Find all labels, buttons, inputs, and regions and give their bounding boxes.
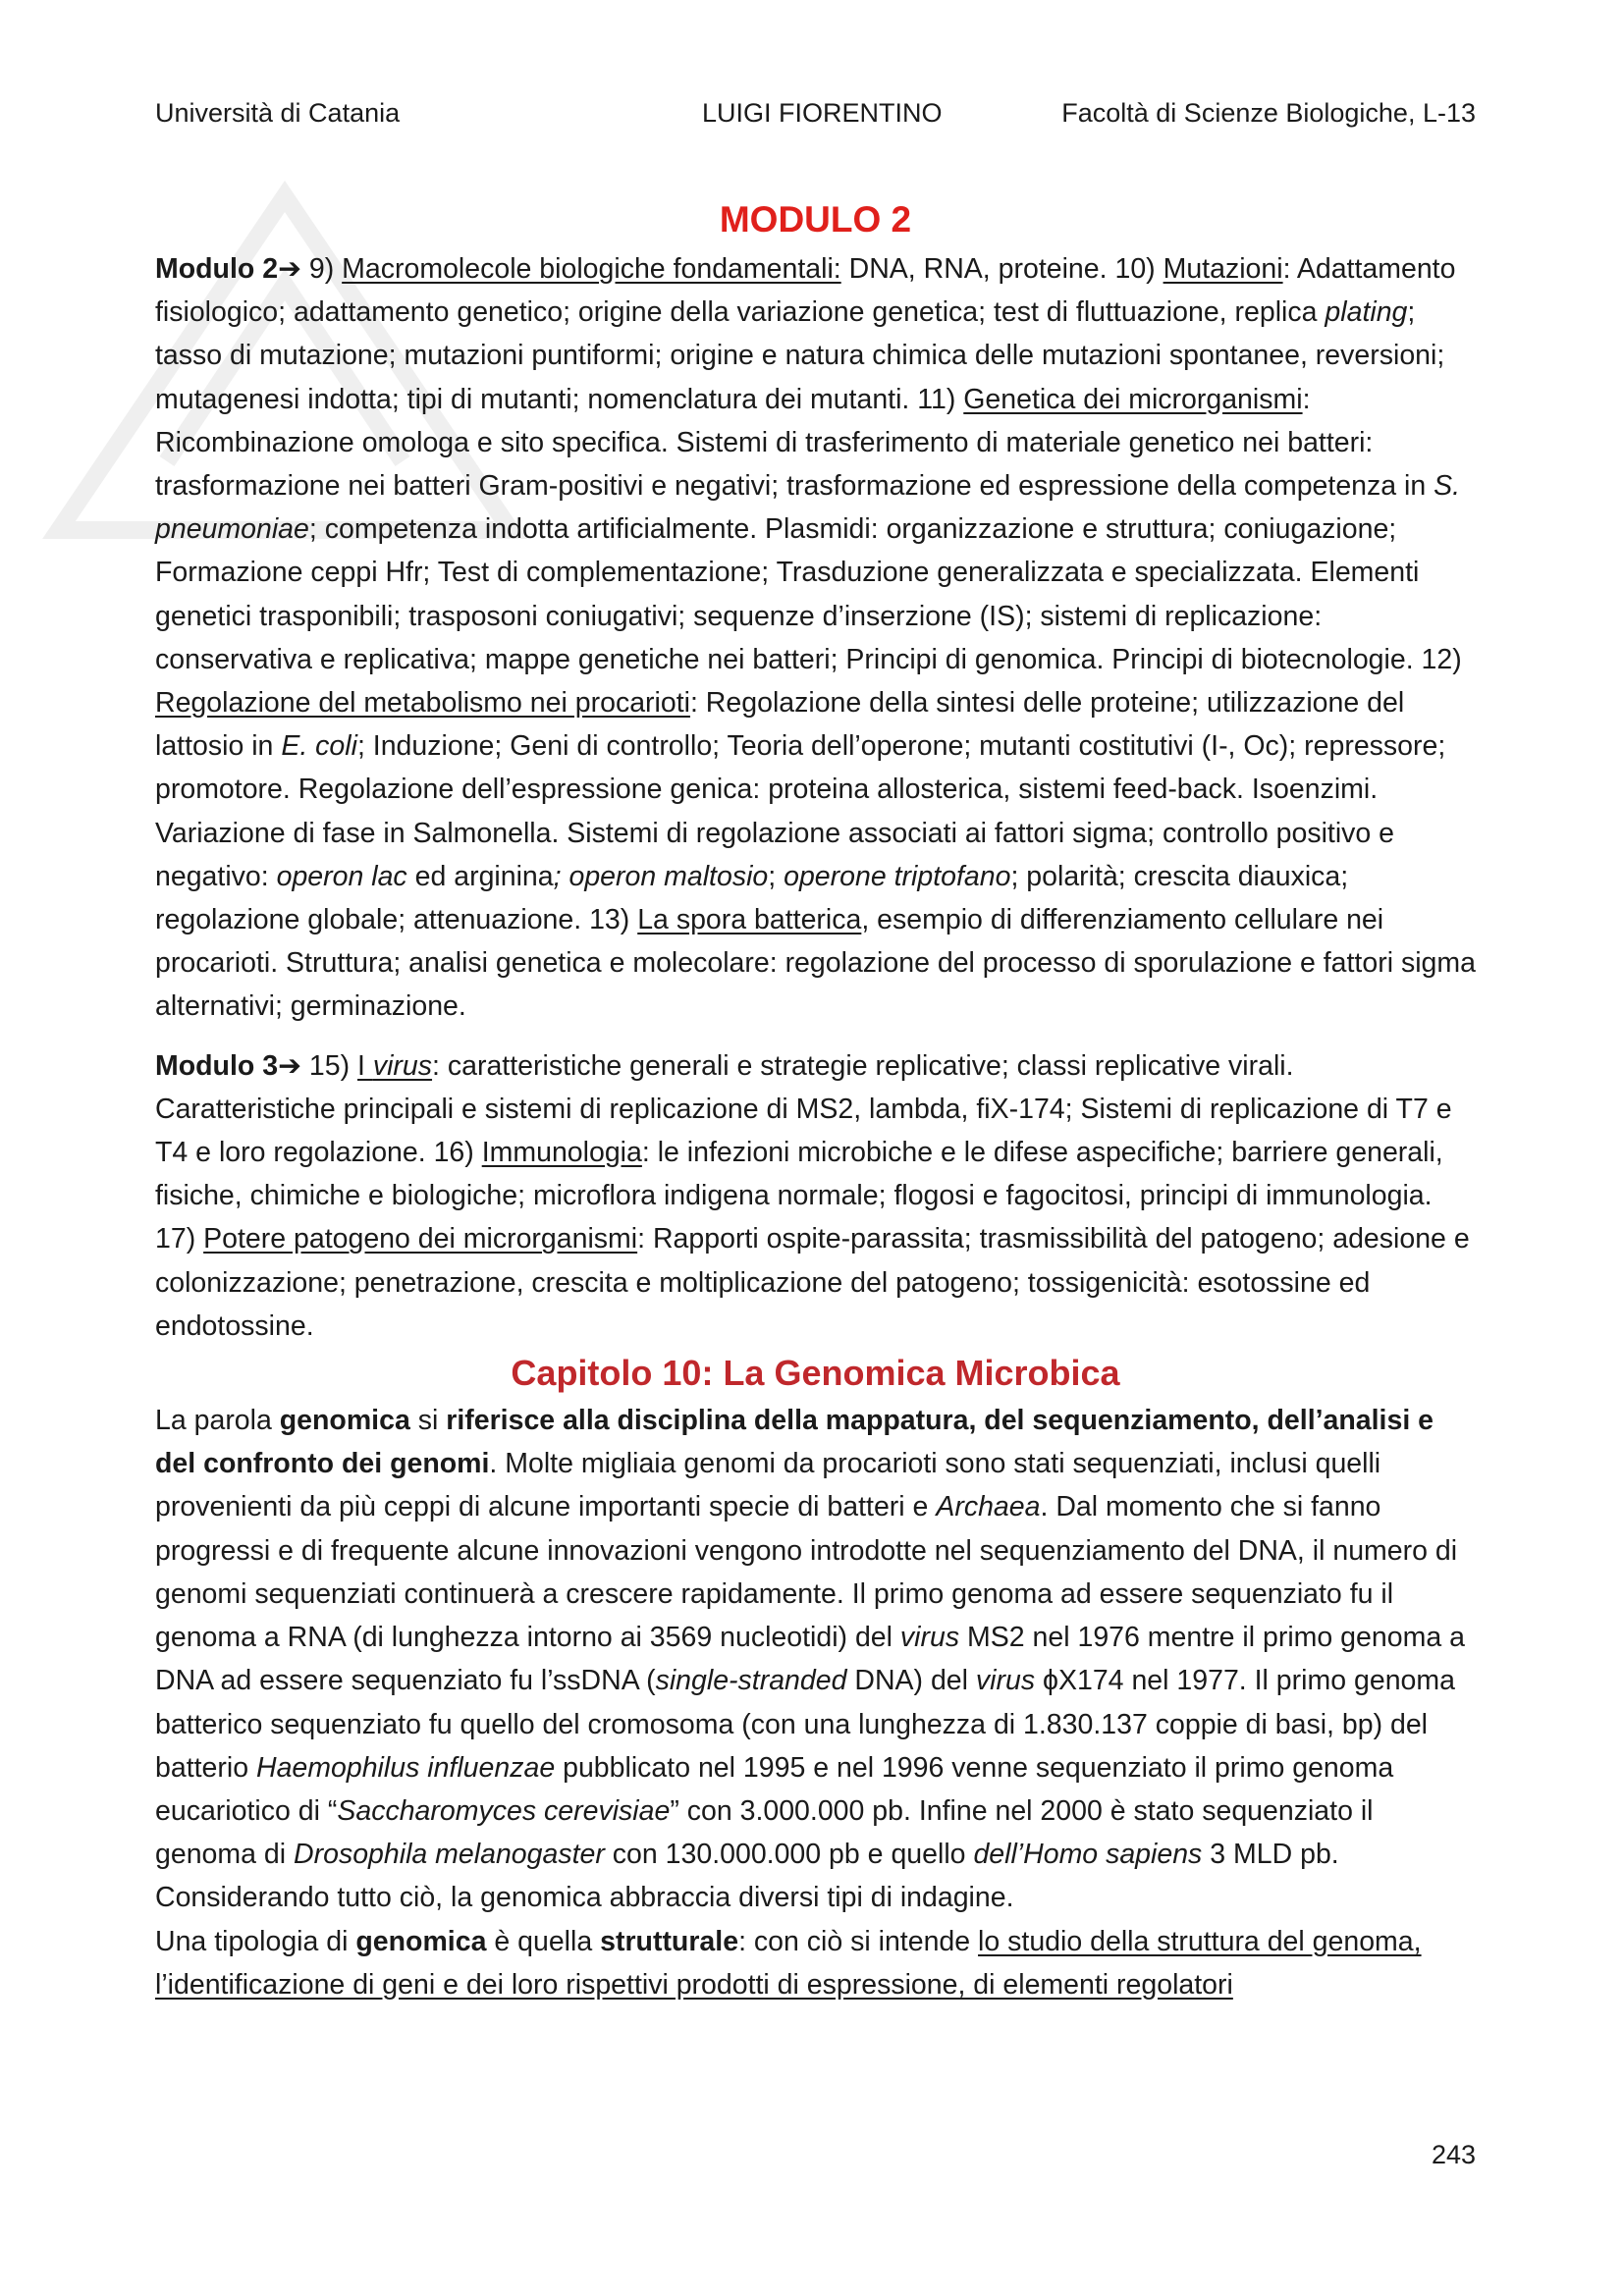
arrow-icon: ➔ bbox=[278, 1049, 301, 1082]
module2-paragraph: Modulo 2➔ 9) Macromolecole biologiche fondamentali: DNA, RNA, proteine. 10) Mutazioni: Adattamento fisiologico; adattamento genetico; origine della variazione genetica; test di fluttuazione, replica plating; tasso di mutazione; mutazioni puntiformi; origine e natura chimica delle mutazioni spontanee, reversioni; mutagenesi indotta; tipi di mutanti; nomenclatura dei mutanti. 11) Genetica dei microrganismi: Ricombinazione omologa e sito specifica. Sistemi di trasferimento di materiale genetico nei batteri: trasformazione nei batteri Gram-positivi e negativi; trasformazione ed espressione della competenza in S. pneumoniae; competenza indotta artificialmente. Plasmidi: organizzazione e struttura; coniugazione; Formazione ceppi Hfr; Test di complementazione; Trasduzione generalizzata e specializzata. Elementi genetici trasponibili; trasposoni coniugativi; sequenze d’inserzione (IS); sistemi di replicazione: conservativa e replicativa; mappe genetiche nei batteri; Principi di genomica. Principi di biotecnologie. 12) Regolazione del metabolismo nei procarioti: Regolazione della sintesi delle proteine; utilizzazione del lattosio in E. coli; Induzione; Geni di controllo; Teoria dell’operone; mutanti costitutivi (I-, Oc); repressore; promotore. Regolazione dell’espressione genica: proteina allosterica, sistemi feed-back. Isoenzimi. Variazione di fase in Salmonella. Sistemi di regolazione associati ai fattori sigma; controllo positivo e negativo: operon lac ed arginina; operon maltosio; operone triptofano; polarità; crescita diauxica; regolazione globale; attenuazione. 13) La spora batterica, esempio di differenziamento cellulare nei procarioti. Struttura; analisi genetica e molecolare: regolazione del processo di sporulazione e fattori sigma alternativi; germinazione. bbox=[155, 253, 1476, 1023]
topic-genetica: Genetica dei microrganismi bbox=[963, 383, 1303, 415]
topic-virus: I virus bbox=[357, 1049, 433, 1082]
topic-immunologia: Immunologia bbox=[481, 1137, 642, 1169]
module-title: MODULO 2 bbox=[719, 199, 912, 240]
chapter-title: Capitolo 10: La Genomica Microbica bbox=[511, 1353, 1120, 1394]
strutturale-paragraph: Una tipologia di genomica è quella strutturale: con ciò si intende lo studio della struttura del genoma, l’identificazione di geni e dei loro rispettivi prodotti di espressione, di elementi regolatori bbox=[155, 1925, 1422, 2001]
topic-mutazioni: Mutazioni bbox=[1163, 253, 1283, 285]
arrow-icon: ➔ bbox=[278, 253, 301, 285]
document-body bbox=[155, 192, 1476, 2006]
page-number: 243 bbox=[1431, 2140, 1476, 2169]
module2-label: Modulo 2 bbox=[155, 253, 279, 285]
topic-regolazione: Regolazione del metabolismo nei procarioti bbox=[155, 687, 690, 720]
topic-potere-patogeno: Potere patogeno dei microrganismi bbox=[203, 1223, 638, 1255]
page-header bbox=[155, 98, 1476, 137]
header-faculty: Facoltà di Scienze Biologiche, L-13 bbox=[1061, 98, 1476, 128]
topic-macromolecole: Macromolecole biologiche fondamentali: bbox=[342, 253, 841, 285]
module3-label: Modulo 3 bbox=[155, 1049, 279, 1082]
topic-spora: La spora batterica bbox=[637, 904, 862, 936]
module3-paragraph: Modulo 3➔ 15) I virus: caratteristiche generali e strategie replicative; classi replicative virali. Caratteristiche principali e sistemi di replicazione di MS2, lambda, fiX-174; Sistemi di replicazione di T7 e T4 e loro regolazione. 16) Immunologia: le infezioni microbiche e le difese aspecifiche; barriere generali, fisiche, chimiche e biologiche; microflora indigena normale; flogosi e fagocitosi, principi di immunologia. 17) Potere patogeno dei microrganismi: Rapporti ospite-parassita; trasmissibilità del patogeno; adesione e colonizzazione; penetrazione, crescita e moltiplicazione del patogeno; tossigenicità: esotossine ed endotossine. bbox=[155, 1049, 1470, 1342]
header-author: LUIGI FIORENTINO bbox=[702, 98, 943, 128]
genomica-paragraph: La parola genomica si riferisce alla disciplina della mappatura, del sequenziamento, dell’analisi e del confronto dei genomi. Molte migliaia genomi da procarioti sono stati sequenziati, inclusi quelli provenienti da più ceppi di alcune importanti specie di batteri e Archaea. Dal momento che si fanno progressi e di frequente alcune innovazioni vengono introdotte nel sequenziamento del DNA, il numero di genomi sequenziati continuerà a crescere rapidamente. Il primo genoma ad essere sequenziato fu il genoma a RNA (di lunghezza intorno ai 3569 nucleotidi) del virus MS2 nel 1976 mentre il primo genoma a DNA ad essere sequenziato fu l’ssDNA (single-stranded DNA) del virus ϕX174 nel 1977. Il primo genoma batterico sequenziato fu quello del cromosoma (con una lunghezza di 1.830.137 coppie di basi, bp) del batterio Haemophilus influenzae pubblicato nel 1995 e nel 1996 venne sequenziato il primo genoma eucariotico di “Saccharomyces cerevisiae” con 3.000.000 pb. Infine nel 2000 è stato sequenziato il genoma di Drosophila melanogaster con 130.000.000 pb e quello dell’Homo sapiens 3 MLD pb. Considerando tutto ciò, la genomica abbraccia diversi tipi di indagine. bbox=[155, 1405, 1465, 1914]
definition-underlined: lo studio della struttura del genoma, l’identificazione di geni e dei loro rispettivi prodotti di espressione, di elementi regolatori bbox=[155, 1925, 1422, 2001]
header-university: Università di Catania bbox=[155, 98, 401, 128]
